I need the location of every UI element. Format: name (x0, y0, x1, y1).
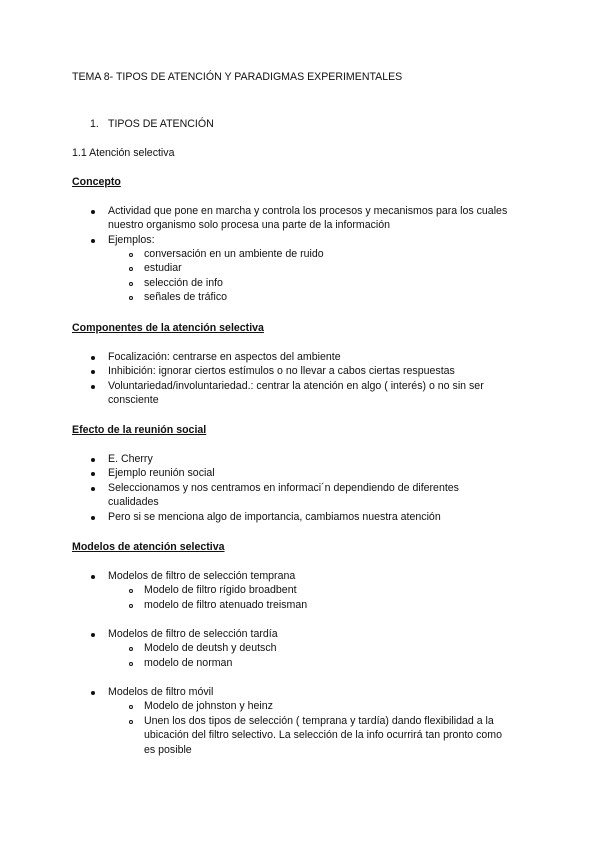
circle-bullet (129, 253, 133, 257)
circle-bullet (129, 589, 133, 593)
bullet-dot (91, 691, 95, 695)
section-number: 1. (90, 118, 99, 130)
componentes-bullet-3-line-2: consciente (108, 394, 159, 406)
concepto-bullet-1-line-1: Actividad que pone en marcha y controla los procesos y mecanismos para los cuales (108, 205, 508, 217)
efecto-bullet-3-line-1: Seleccionamos y nos centramos en informaci´n dependiendo de diferentes (108, 482, 459, 494)
bullet-dot (91, 370, 95, 374)
heading-componentes: Componentes de la atención selectiva (72, 322, 264, 334)
efecto-bullet-2: Ejemplo reunión social (108, 467, 215, 479)
bullet-dot (91, 575, 95, 579)
bullet-dot (91, 239, 95, 243)
example-item: selección de info (144, 277, 223, 289)
bullet-dot (91, 472, 95, 476)
circle-bullet (129, 647, 133, 651)
componentes-bullet-2: Inhibición: ignorar ciertos estímulos o no llevar a cabos ciertas respuestas (108, 365, 455, 377)
modelos-item-2-sub-1: Modelo de deutsh y deutsch (144, 642, 277, 654)
modelos-item-2-sub-2: modelo de norman (144, 657, 233, 669)
modelos-item-2: Modelos de filtro de selección tardía (108, 628, 278, 640)
concepto-bullet-2: Ejemplos: (108, 234, 155, 246)
bullet-dot (91, 516, 95, 520)
circle-bullet (129, 604, 133, 608)
componentes-bullet-1: Focalización: centrarse en aspectos del ambiente (108, 351, 341, 363)
section-title: TIPOS DE ATENCIÓN (108, 118, 214, 130)
circle-bullet (129, 282, 133, 286)
efecto-bullet-4: Pero si se menciona algo de importancia, cambiamos nuestra atención (108, 511, 441, 523)
modelos-item-3-sub-1: Modelo de johnston y heinz (144, 700, 273, 712)
circle-bullet (129, 720, 133, 724)
heading-efecto: Efecto de la reunión social (72, 424, 207, 436)
circle-bullet (129, 296, 133, 300)
example-item: conversación en un ambiente de ruido (144, 248, 324, 260)
modelos-item-3-sub-2-line-3: es posible (144, 744, 192, 756)
modelos-item-3: Modelos de filtro móvil (108, 686, 214, 698)
modelos-item-3-sub-2-line-1: Unen los dos tipos de selección ( temprana y tardía) dando flexibilidad a la (144, 715, 494, 727)
heading-modelos: Modelos de atención selectiva (72, 541, 225, 553)
bullet-dot (91, 633, 95, 637)
modelos-item-1: Modelos de filtro de selección temprana (108, 570, 296, 582)
bullet-dot (91, 458, 95, 462)
bullet-dot (91, 385, 95, 389)
concepto-bullet-1-line-2: nuestro organismo solo procesa una parte de la información (108, 219, 391, 231)
document-title: TEMA 8- TIPOS DE ATENCIÓN Y PARADIGMAS EXPERIMENTALES (72, 71, 403, 83)
componentes-bullet-3-line-1: Voluntariedad/involuntariedad.: centrar la atención en algo ( interés) o no sin ser (108, 380, 484, 392)
example-item: señales de tráfico (144, 291, 228, 303)
efecto-bullet-3-line-2: cualidades (108, 496, 159, 508)
bullet-dot (91, 487, 95, 491)
subsection-title: 1.1 Atención selectiva (72, 147, 175, 159)
bullet-dot (91, 356, 95, 360)
example-item: estudiar (144, 262, 182, 274)
heading-concepto: Concepto (72, 176, 121, 188)
modelos-item-3-sub-2-line-2: ubicación del filtro selectivo. La selección de la info ocurrirá tan pronto como (144, 729, 503, 741)
circle-bullet (129, 267, 133, 271)
modelos-item-1-sub-2: modelo de filtro atenuado treisman (144, 599, 308, 611)
efecto-bullet-1: E. Cherry (108, 453, 153, 465)
circle-bullet (129, 705, 133, 709)
bullet-dot (91, 210, 95, 214)
circle-bullet (129, 662, 133, 666)
modelos-item-1-sub-1: Modelo de filtro rígido broadbent (144, 584, 297, 596)
